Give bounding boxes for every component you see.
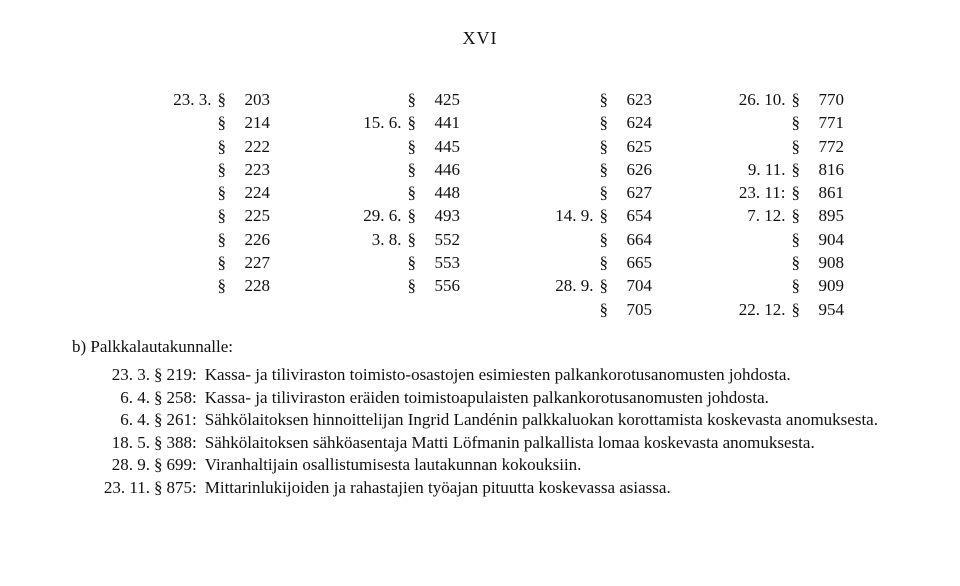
index-row	[500, 228, 652, 251]
index-number: 772	[818, 136, 844, 156]
index-number: 627	[626, 183, 652, 203]
section-sign: §	[154, 410, 163, 429]
section-sign: §	[791, 253, 800, 273]
index-date: 9. 11.	[747, 159, 786, 179]
section-sign: §	[599, 276, 608, 296]
index-number: 445	[434, 136, 460, 156]
index-number: 425	[434, 90, 460, 109]
section-sign: §	[599, 253, 608, 273]
section-sign: §	[217, 159, 226, 179]
index-row	[500, 274, 652, 297]
entry-date: 6. 4.	[120, 410, 150, 429]
index-row	[690, 158, 844, 181]
section-sign: §	[407, 113, 416, 133]
index-date: 14. 9.	[555, 206, 594, 226]
section-sign: §	[407, 253, 416, 273]
entry-date: 18. 5.	[111, 432, 150, 452]
index-number: 954	[818, 299, 844, 319]
section-sign: §	[407, 183, 416, 203]
index-row	[690, 204, 844, 227]
index-date: 29. 6.	[363, 206, 402, 226]
index-row	[690, 228, 844, 251]
index-number: 704	[626, 276, 652, 296]
index-date: 3. 8.	[371, 229, 402, 249]
index-row	[500, 158, 652, 181]
index-row	[120, 135, 270, 158]
section-sign: §	[217, 113, 226, 133]
index-row	[310, 228, 460, 251]
index-row	[120, 111, 270, 134]
section-sign: §	[154, 477, 163, 497]
index-column-1	[120, 88, 270, 298]
index-number: 771	[818, 113, 844, 133]
page-number: XVI	[462, 28, 498, 48]
index-row	[310, 88, 460, 111]
index-row	[310, 251, 460, 274]
index-date: 26. 10.	[738, 90, 786, 109]
index-number: 625	[626, 136, 652, 156]
section-sign: §	[217, 276, 226, 296]
index-number: 441	[434, 113, 460, 133]
index-row	[120, 251, 270, 274]
section-sign: §	[791, 229, 800, 249]
section-sign: §	[407, 90, 416, 109]
index-number: 556	[434, 276, 460, 296]
index-column-4	[690, 88, 844, 321]
section-sign: §	[217, 183, 226, 203]
index-row	[120, 158, 270, 181]
index-number: 861	[818, 183, 844, 203]
section-b	[72, 338, 922, 499]
section-sign: §	[599, 229, 608, 249]
section-b-heading: b) Palkkalautakunnalle:	[72, 337, 233, 356]
index-row	[120, 204, 270, 227]
section-sign: §	[791, 113, 800, 133]
index-column-3	[500, 88, 652, 321]
section-sign: §	[407, 206, 416, 226]
index-number: 705	[626, 299, 652, 319]
section-sign: §	[407, 229, 416, 249]
entry-number: 261:	[166, 410, 197, 429]
index-row	[310, 181, 460, 204]
entry-number: 699:	[166, 455, 197, 474]
index-row	[690, 135, 844, 158]
entry-number: 388:	[166, 432, 197, 452]
index-number: 909	[818, 276, 844, 296]
index-number: 225	[244, 206, 270, 226]
index-number: 624	[626, 113, 652, 133]
entry-text: Viranhaltijain osallistumisesta lautakunnan kokouksiin.	[204, 455, 582, 474]
index-column-2	[310, 88, 460, 298]
index-row	[500, 204, 652, 227]
section-sign: §	[217, 206, 226, 226]
section-sign: §	[154, 387, 163, 407]
index-number: 227	[244, 253, 270, 273]
section-b-entry	[72, 432, 922, 455]
index-row	[690, 298, 844, 321]
index-number: 654	[626, 206, 652, 226]
section-sign: §	[791, 183, 800, 203]
index-number: 552	[434, 229, 460, 249]
section-sign: §	[217, 136, 226, 156]
index-date: 23. 3.	[173, 90, 212, 109]
section-sign: §	[217, 90, 226, 109]
entry-date: 23. 3.	[111, 365, 150, 384]
entry-number: 219:	[166, 365, 197, 384]
section-sign: §	[154, 365, 163, 384]
index-number: 203	[244, 90, 270, 109]
index-number: 228	[244, 276, 270, 296]
index-row	[120, 88, 270, 111]
index-row	[690, 88, 844, 111]
index-row	[500, 111, 652, 134]
index-number: 493	[434, 206, 460, 226]
index-row	[120, 228, 270, 251]
index-row	[500, 135, 652, 158]
section-sign: §	[599, 90, 608, 109]
section-sign: §	[217, 229, 226, 249]
entry-date: 23. 11.	[103, 477, 150, 497]
section-sign: §	[407, 136, 416, 156]
section-b-entry	[72, 477, 922, 500]
index-number: 222	[244, 136, 270, 156]
section-sign: §	[154, 432, 163, 452]
entry-text: Sähkölaitoksen hinnoittelijan Ingrid Landénin palkkaluokan korottamista koskevasta anomuksesta.	[204, 410, 878, 429]
entry-date: 6. 4.	[120, 387, 150, 407]
section-sign: §	[791, 206, 800, 226]
index-date: 7. 12.	[747, 206, 786, 226]
index-number: 895	[818, 206, 844, 226]
section-sign: §	[599, 113, 608, 133]
section-sign: §	[791, 276, 800, 296]
section-b-entry	[72, 454, 922, 477]
index-date: 28. 9.	[555, 276, 594, 296]
section-sign: §	[791, 136, 800, 156]
section-sign: §	[599, 183, 608, 203]
index-row	[690, 181, 844, 204]
index-row	[120, 274, 270, 297]
entry-number: 875:	[166, 477, 197, 497]
section-b-entries	[72, 364, 922, 499]
index-row	[500, 251, 652, 274]
section-sign: §	[791, 299, 800, 319]
entry-text: Mittarinlukijoiden ja rahastajien työajan pituutta koskevassa asiassa.	[204, 477, 671, 497]
entry-text: Sähkölaitoksen sähköasentaja Matti Löfmanin palkallista lomaa koskevasta anomuksesta.	[204, 432, 815, 452]
index-number: 623	[626, 90, 652, 109]
index-number: 224	[244, 183, 270, 203]
index-date: 22. 12.	[738, 299, 786, 319]
index-row	[310, 274, 460, 297]
entry-number: 258:	[166, 387, 197, 407]
index-row	[310, 158, 460, 181]
index-row	[310, 204, 460, 227]
index-number: 664	[626, 229, 652, 249]
section-sign: §	[791, 159, 800, 179]
section-b-entry	[72, 387, 922, 410]
section-b-entry	[72, 409, 922, 432]
index-number: 448	[434, 183, 460, 203]
section-sign: §	[407, 276, 416, 296]
section-sign: §	[407, 159, 416, 179]
index-row	[310, 111, 460, 134]
section-b-entry	[72, 364, 922, 387]
index-row	[690, 274, 844, 297]
index-row	[500, 298, 652, 321]
index-number: 770	[818, 90, 844, 109]
section-sign: §	[599, 299, 608, 319]
index-number: 626	[626, 159, 652, 179]
index-number: 665	[626, 253, 652, 273]
index-number: 553	[434, 253, 460, 273]
index-row	[310, 135, 460, 158]
section-sign: §	[599, 136, 608, 156]
index-row	[500, 181, 652, 204]
index-number: 226	[244, 229, 270, 249]
index-number: 214	[244, 113, 270, 133]
entry-text: Kassa- ja tiliviraston eräiden toimistoapulaisten palkankorotusanomusten johdosta.	[204, 387, 769, 407]
index-date: 15. 6.	[363, 113, 402, 133]
index-row	[690, 251, 844, 274]
section-sign: §	[599, 159, 608, 179]
section-sign: §	[791, 90, 800, 109]
index-row	[120, 181, 270, 204]
index-number: 816	[818, 159, 844, 179]
index-number: 446	[434, 159, 460, 179]
index-number: 904	[818, 229, 844, 249]
entry-text: Kassa- ja tiliviraston toimisto-osastojen esimiesten palkankorotusanomusten johdosta.	[204, 365, 791, 384]
index-date: 23. 11:	[738, 183, 786, 203]
index-number: 908	[818, 253, 844, 273]
section-sign: §	[154, 455, 163, 474]
section-sign: §	[599, 206, 608, 226]
index-number: 223	[244, 159, 270, 179]
index-row	[500, 88, 652, 111]
section-sign: §	[217, 253, 226, 273]
entry-date: 28. 9.	[111, 455, 150, 474]
index-row	[690, 111, 844, 134]
